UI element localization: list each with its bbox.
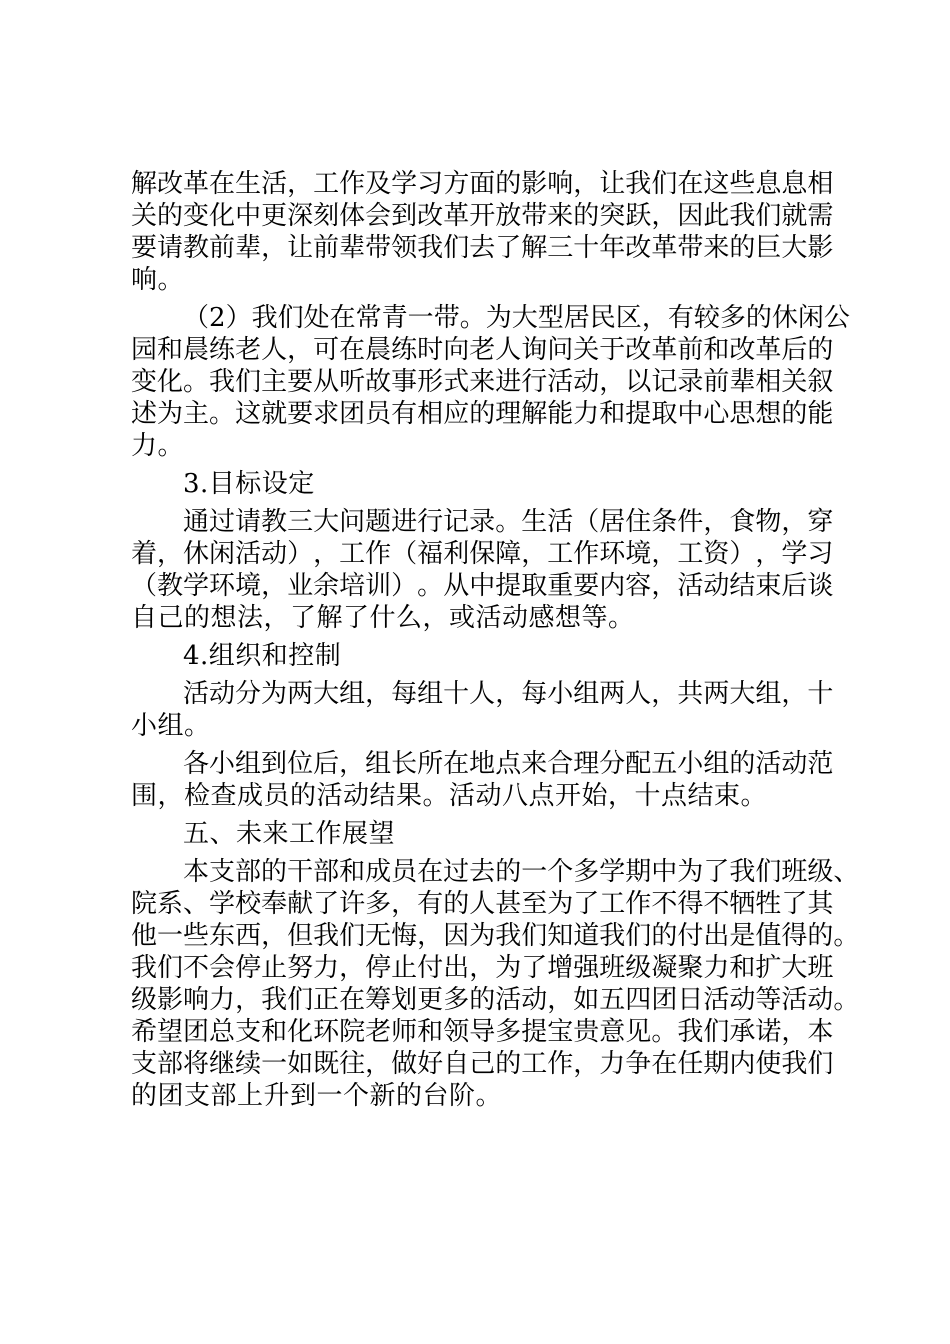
text-line: 自己的想法，了解了什么，或活动感想等。 [131,603,635,633]
text-line: 述 为 主 。 这 就 要 求 团 员 有 相 应 的 理 解 能 力 和 提 取 中 心 思 想 的 能 [131,399,834,429]
text-line: 级 影 响 力 ， 我 们 正 在 筹 划 更 多 的 活 动 ， 如 五 四 团 日 活 动 等 活 动 。 [131,985,860,1015]
text-line: 五、未来工作展望 [183,819,396,849]
text-line: 变 化 。 我 们 主 要 从 听 故 事 形 式 来 进 行 活 动 ， 以 记 录 前 辈 相 关 叙 [131,367,834,397]
text-line: 通 过 请 教 三 大 问 题 进 行 记 录 。 生 活 （ 居 住 条 件 ， 食 物 ， 穿 [183,507,834,537]
text-line: 4.组织和控制 [183,641,342,671]
paragraph-h4 [131,640,831,672]
paragraph-h3 [131,468,831,500]
document-body [131,168,860,1112]
text-line: 活 动 分 为 两 大 组 ， 每 组 十 人 ， 每 小 组 两 人 ， 共 两 大 组 ， 十 [183,679,834,709]
text-line: 各 小 组 到 位 后 ， 组 长 所 在 地 点 来 合 理 分 配 五 小 组 的 活 动 范 [183,749,834,779]
text-line: 他 一 些 东 西 ， 但 我 们 无 悔 ， 因 为 我 们 知 道 我 们 的 付 出 是 值 得 的 。 [131,921,860,951]
text-line: 院 系 、 学 校 奉 献 了 许 多 ， 有 的 人 甚 至 为 了 工 作 不 得 不 牺 牲 了 其 [131,889,834,919]
text-line: （ 教 学 环 境 ， 业 余 培 训 ） 。 从 中 提 取 重 要 内 容 ， 活 动 结 束 后 谈 [131,571,834,601]
text-line: 关 的 变 化 中 更 深 刻 体 会 到 改 革 开 放 带 来 的 突 跃 ， 因 此 我 们 就 需 [131,201,834,231]
text-line: 我 们 不 会 停 止 努 力 ， 停 止 付 出 ， 为 了 增 强 班 级 凝 聚 力 和 扩 大 班 [131,953,834,983]
paragraph-p5 [131,748,834,812]
text-line: 的团支部上升到一个新的台阶。 [131,1081,503,1111]
text-line: 希 望 团 总 支 和 化 环 院 老 师 和 领 导 多 提 宝 贵 意 见 。 我 们 承 诺 ， 本 [131,1017,834,1047]
text-line: 园 和 晨 练 老 人 ， 可 在 晨 练 时 向 老 人 询 问 关 于 改 革 前 和 改 革 后 的 [131,335,834,365]
text-line: 响。 [131,265,185,295]
text-line: 围，检查成员的活动结果。活动八点开始，十点结束。 [131,781,768,811]
text-line: 力。 [131,431,185,461]
paragraph-p1 [131,168,834,296]
text-line: 解 改 革 在 生 活 ， 工 作 及 学 习 方 面 的 影 响 ， 让 我 们 在 这 些 息 息 相 [131,169,834,199]
paragraph-h5 [131,818,831,850]
paragraph-p6 [131,856,860,1112]
text-line: 着 ， 休 闲 活 动 ） ， 工 作 （ 福 利 保 障 ， 工 作 环 境 ， 工 资 ） ， 学 习 [131,539,834,569]
paragraph-p2 [131,302,850,462]
text-line: （ 2 ） 我 们 处 在 常 青 一 带 。 为 大 型 居 民 区 ， 有 较 多 的 休 闲 公 [183,303,850,333]
paragraph-p3 [131,506,834,634]
text-line: 本 支 部 的 干 部 和 成 员 在 过 去 的 一 个 多 学 期 中 为 了 我 们 班 级 、 [183,857,860,887]
paragraph-p4 [131,678,834,742]
text-line: 支 部 将 继 续 一 如 既 往 ， 做 好 自 己 的 工 作 ， 力 争 在 任 期 内 使 我 们 [131,1049,834,1079]
text-line: 要 请 教 前 辈 ， 让 前 辈 带 领 我 们 去 了 解 三 十 年 改 革 带 来 的 巨 大 影 [131,233,834,263]
text-line: 3.目标设定 [183,469,315,499]
text-line: 小组。 [131,711,211,741]
